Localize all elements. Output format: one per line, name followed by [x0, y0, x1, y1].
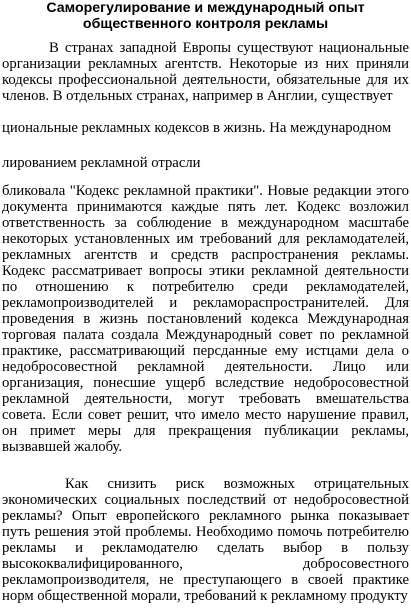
page-title: Саморегулирование и международный опыт общественного контроля рекламы [46, 0, 365, 32]
paragraph-fragment-1: циональные рекламных кодексов в жизнь. На международном [2, 120, 392, 136]
paragraph-fragment-2: лированием рекламной отрасли [2, 155, 201, 171]
paragraph-3: Как снизить риск возможных отрицательных экономических социальных последствий от недобросовестной рекламы? Опыт европейского рекламного рынка показывает путь решения этой проблемы. Необходимо помочь потребителю рекламы и рекламодателю сделать выбор в пользу высококвалифицированного, добросовестного рекламопроизводителя, не преступающего в своей практике норм общественной морали, требований к рекламному продукту [2, 476, 409, 604]
paragraph-1: В странах западной Европы существуют национальные организации рекламных агентств. Некоторые из них приняли кодексы профессиональной деятельности, обязательные для их членов. В отдельных странах, например в Англии, существует [2, 40, 409, 104]
paragraph-2: бликовала "Кодекс рекламной практики". Новые редакции этого документа принимаются каждые пять лет. Кодекс возложил ответственность за соблюдение в международном масштабе некоторых установленных им требований для рекламодателей, рекламных агентств и средств распространения рекламы. Кодекс рассматривает вопросы этики рекламной деятельности по отношению к потребителю среди рекламодателей, рекламопроизводителей и рекламораспространителей. Для проведения в жизнь постановлений кодекса Международная торговая палата создала Международный совет по рекламной практике, рассматривающий персданные ему истцами дела о недобросовестной рекламной деятельности. Лицо или организация, понесшие ущерб вследствие недобросовестной рекламной деятельности, могут требовать вмешательства совета. Если совет решит, что имело место нарушение правил, он примет меры для прекращения публикации рекламы, вызвавшей жалобу. [2, 183, 409, 455]
